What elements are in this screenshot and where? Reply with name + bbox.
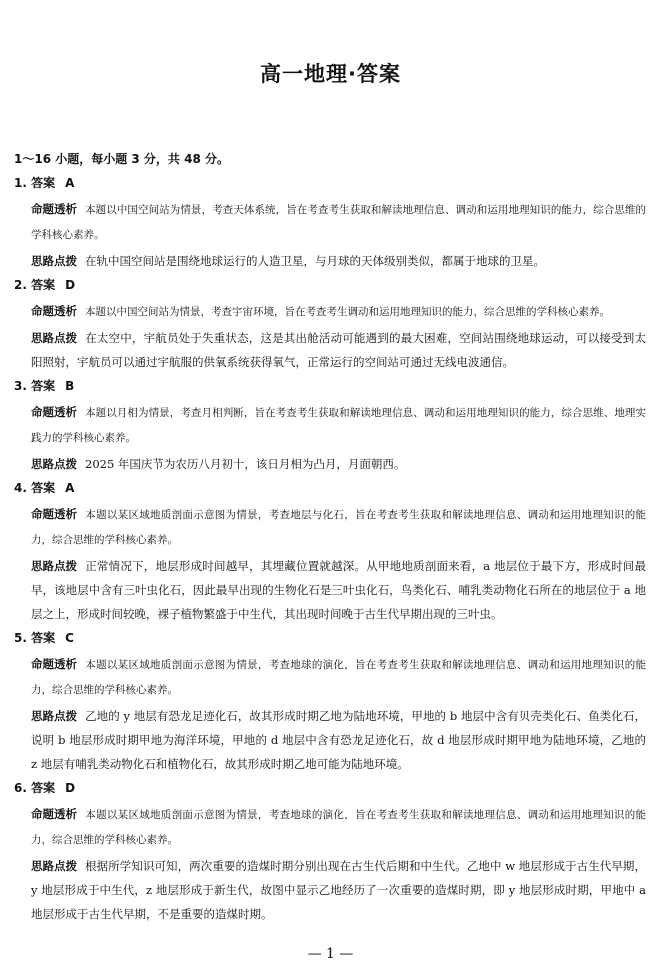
answer-heading (14, 376, 646, 396)
answer-letter: B (65, 379, 75, 393)
question-block (14, 173, 646, 273)
page-number: — 1 — (307, 946, 354, 962)
analysis-text: 本题以某区域地质剖面示意图为情景，考查地层与化石，旨在考查考生获取和解读地理信息、调动和运用地理知识的能力，综合思维的学科核心素养。 (31, 509, 646, 546)
hint-paragraph (31, 704, 646, 776)
page-title: 高一地理·答案 (260, 62, 401, 86)
question-number: 6. 答案 (14, 781, 56, 795)
hint-label: 思路点拨 (31, 859, 77, 873)
analysis-text: 本题以某区域地质剖面示意图为情景，考查地球的演化，旨在考查考生获取和解读地理信息、调动和运用地理知识的能力，综合思维的学科核心素养。 (31, 809, 646, 846)
hint-paragraph (31, 249, 646, 273)
question-number: 3. 答案 (14, 379, 56, 393)
analysis-label: 命题透析 (31, 657, 77, 671)
question-number: 1. 答案 (14, 176, 56, 190)
answer-letter: D (65, 781, 76, 795)
hint-paragraph (31, 326, 646, 374)
answer-heading (14, 173, 646, 193)
analysis-text: 本题以某区域地质剖面示意图为情景，考查地球的演化，旨在考查考生获取和解读地理信息、调动和运用地理知识的能力，综合思维的学科核心素养。 (31, 659, 646, 696)
answer-letter: A (65, 481, 75, 495)
answer-letter: D (65, 278, 76, 292)
answer-letter: C (65, 631, 74, 645)
hint-text: 根据所学知识可知，两次重要的造煤时期分别出现在古生代后期和中生代。乙地中 w 地层形成于古生代早期，y 地层形成于中生代，z 地层形成于新生代，故图中显示乙地经历了一次重要的造煤时期，即 y 地层形成时期，甲地中 a 地层形成于古生代早期，不是重要的造煤时期。 (31, 859, 646, 921)
answer-list (14, 173, 646, 928)
hint-text: 2025 年国庆节为农历八月初十，该日月相为凸月，月面朝西。 (85, 457, 406, 471)
hint-paragraph (31, 554, 646, 626)
analysis-text: 本题以月相为情景，考查月相判断，旨在考查考生获取和解读地理信息、调动和运用地理知识的能力，综合思维、地理实践力的学科核心素养。 (31, 407, 646, 444)
question-block (14, 778, 646, 926)
hint-text: 在太空中，宇航员处于失重状态，这是其出舱活动可能遇到的最大困难，空间站围绕地球运动，可以接受到太阳照射，宇航员可以通过宇航服的供氧系统获得氧气，正常运行的空间站可通过无线电波通信。 (31, 331, 646, 369)
answer-heading (14, 778, 646, 798)
analysis-paragraph (31, 197, 646, 247)
analysis-text: 本题以中国空间站为情景，考查宇宙环境，旨在考查考生调动和运用地理知识的能力，综合思维的学科核心素养。 (85, 306, 610, 318)
hint-label: 思路点拨 (31, 709, 77, 723)
analysis-label: 命题透析 (31, 304, 77, 318)
hint-label: 思路点拨 (31, 254, 77, 268)
question-block (14, 376, 646, 476)
analysis-paragraph (31, 652, 646, 702)
question-block (14, 628, 646, 776)
question-number: 4. 答案 (14, 481, 56, 495)
answer-letter: A (65, 176, 75, 190)
hint-text: 在轨中国空间站是围绕地球运行的人造卫星，与月球的天体级别类似，都属于地球的卫星。 (85, 254, 545, 268)
section-intro: 1～16 小题，每小题 3 分，共 48 分。 (14, 152, 229, 166)
hint-paragraph (31, 854, 646, 926)
hint-text: 正常情况下，地层形成时间越早，其埋藏位置就越深。从甲地地质剖面来看，a 地层位于最下方，形成时间最早，该地层中含有三叶虫化石，因此最早出现的生物化石是三叶虫化石，鸟类化石、哺乳类动物化石所在的地层位于 a 地层之上，形成时间较晚，裸子植物繁盛于中生代，其出现时间晚于古生代早期出现的三叶虫。 (31, 559, 646, 621)
hint-label: 思路点拨 (31, 457, 77, 471)
analysis-paragraph (31, 802, 646, 852)
analysis-paragraph (31, 502, 646, 552)
analysis-label: 命题透析 (31, 405, 77, 419)
hint-label: 思路点拨 (31, 331, 77, 345)
analysis-text: 本题以中国空间站为情景，考查天体系统，旨在考查考生获取和解读地理信息、调动和运用地理知识的能力，综合思维的学科核心素养。 (31, 204, 646, 241)
hint-label: 思路点拨 (31, 559, 77, 573)
analysis-paragraph (31, 299, 646, 324)
analysis-label: 命题透析 (31, 807, 77, 821)
answer-heading (14, 628, 646, 648)
hint-text: 乙地的 y 地层有恐龙足迹化石，故其形成时期乙地为陆地环境，甲地的 b 地层中含有贝壳类化石、鱼类化石，说明 b 地层形成时期甲地为海洋环境，甲地的 d 地层中含有恐龙足迹化石，故 d 地层形成时期甲地为陆地环境，乙地的 z 地层有哺乳类动物化石和植物化石，故其形成时期乙地可能为陆地环境。 (31, 709, 646, 771)
analysis-label: 命题透析 (31, 507, 77, 521)
answer-heading (14, 275, 646, 295)
analysis-paragraph (31, 400, 646, 450)
answer-heading (14, 478, 646, 498)
analysis-label: 命题透析 (31, 202, 77, 216)
question-block (14, 478, 646, 626)
question-number: 5. 答案 (14, 631, 56, 645)
hint-paragraph (31, 452, 646, 476)
question-number: 2. 答案 (14, 278, 56, 292)
question-block (14, 275, 646, 374)
